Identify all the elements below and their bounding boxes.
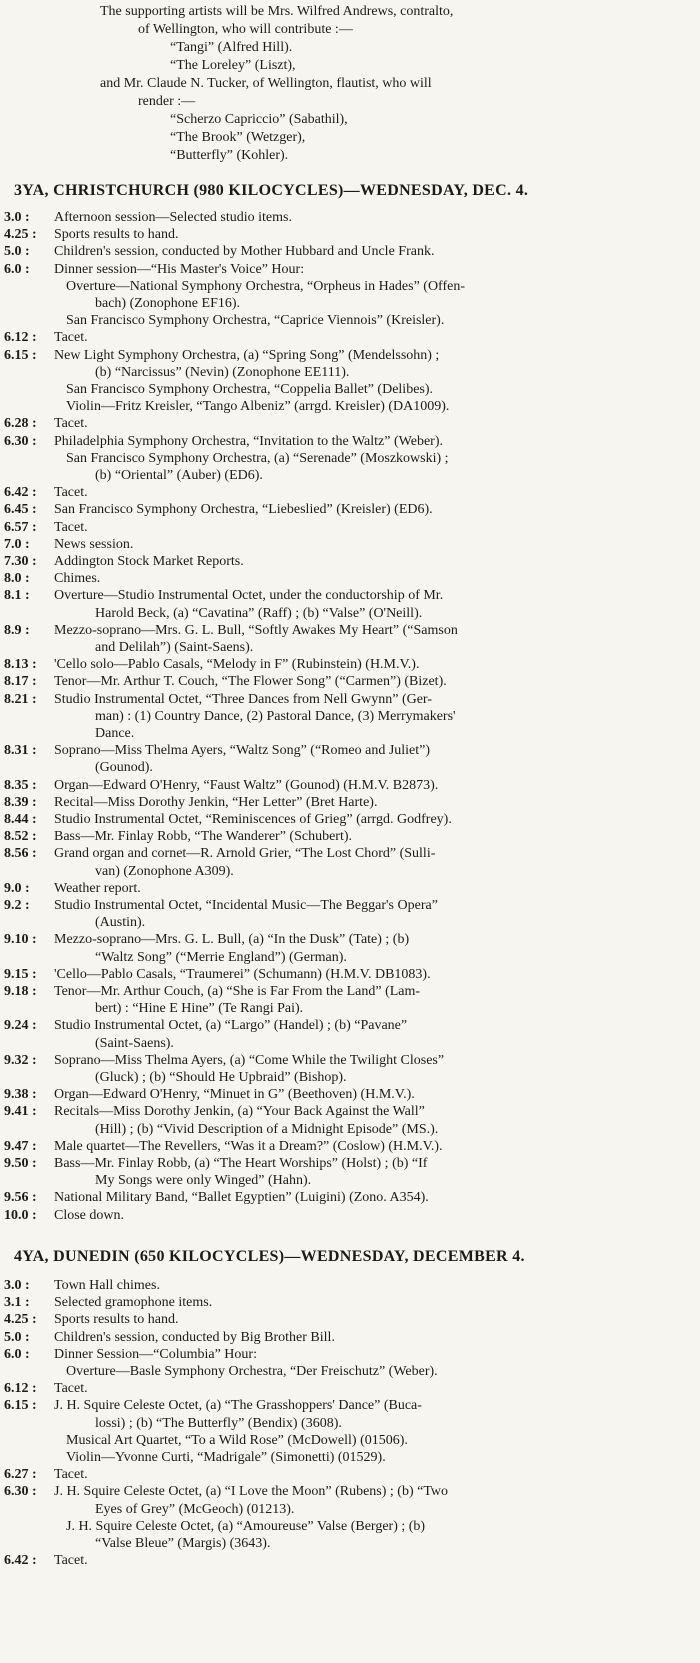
schedule-text: (Hill) ; (b) “Vivid Description of a Midnight Episode” (MS.). xyxy=(95,1121,439,1137)
schedule-text: Overture—National Symphony Orchestra, “Orpheus in Hades” (Offen- xyxy=(66,278,466,294)
schedule-text: Recital—Miss Dorothy Jenkin, “Her Letter” (Bret Harte). xyxy=(54,794,378,810)
schedule-time: 6.45 : xyxy=(4,502,37,518)
schedule-text: News session. xyxy=(54,536,134,552)
schedule-text: Recitals—Miss Dorothy Jenkin, (a) “Your Back Against the Wall” xyxy=(54,1104,425,1120)
schedule-time: 9.32 : xyxy=(4,1052,37,1068)
schedule-time: 4.25 : xyxy=(4,1312,37,1328)
schedule-time: 6.0 : xyxy=(4,1346,30,1362)
schedule-row xyxy=(0,795,700,812)
schedule-text: J. H. Squire Celeste Octet, (a) “Amoureuse” Valse (Berger) ; (b) xyxy=(66,1518,426,1534)
schedule-text: Studio Instrumental Octet, “Incidental Music—The Beggar's Opera” xyxy=(54,898,438,913)
schedule-text: Overture—Studio Instrumental Octet, under the conductorship of Mr. xyxy=(54,588,444,604)
schedule-text: Bass—Mr. Finlay Robb, “The Wanderer” (Schubert). xyxy=(54,829,352,845)
schedule-row xyxy=(0,1450,700,1467)
schedule-row xyxy=(0,1433,700,1450)
schedule-text: “Valse Bleue” (Margis) (3643). xyxy=(95,1536,271,1551)
schedule-row xyxy=(0,1295,700,1312)
schedule-time: 6.42 : xyxy=(4,1553,37,1569)
schedule-text: Tacet. xyxy=(54,1553,88,1569)
schedule-text: San Francisco Symphony Orchestra, “Coppelia Ballet” (Delibes). xyxy=(66,382,434,397)
schedule-row xyxy=(0,1467,700,1484)
station-heading-4ya: 4YA, DUNEDIN (650 KILOCYCLES)—WEDNESDAY, DECEMBER 4. xyxy=(14,1248,525,1265)
schedule-row xyxy=(0,1001,700,1018)
schedule-row xyxy=(0,520,700,537)
schedule-time: 6.30 : xyxy=(4,433,37,449)
schedule-text: Tenor—Mr. Arthur Couch, (a) “She is Far From the Land” (Lam- xyxy=(54,984,421,999)
schedule-row xyxy=(0,296,700,313)
schedule-time: 6.27 : xyxy=(4,1467,37,1483)
schedule-row xyxy=(0,588,700,605)
schedule-row xyxy=(0,451,700,468)
schedule-row xyxy=(0,898,700,915)
schedule-time: 6.12 : xyxy=(4,330,37,346)
schedule-text: Town Hall chimes. xyxy=(54,1278,160,1293)
schedule-time: 9.50 : xyxy=(4,1156,37,1171)
schedule-row xyxy=(0,881,700,898)
schedule-text: Eyes of Grey” (McGeoch) (01213). xyxy=(95,1501,295,1517)
schedule-text: Grand organ and cornet—R. Arnold Grier, “The Lost Chord” (Sulli- xyxy=(54,846,436,862)
intro-line: “Butterfly” (Kohler). xyxy=(170,148,289,163)
schedule-text: Violin—Yvonne Curti, “Madrigale” (Simonetti) (01529). xyxy=(66,1450,386,1465)
schedule-row xyxy=(0,657,700,674)
schedule-row xyxy=(0,692,700,709)
schedule-row xyxy=(0,1347,700,1364)
schedule-time: 8.0 : xyxy=(4,571,30,587)
schedule-text: Tacet. xyxy=(54,519,88,535)
schedule-row xyxy=(0,726,700,743)
schedule-time: 9.47 : xyxy=(4,1138,37,1154)
schedule-text: San Francisco Symphony Orchestra, “Liebeslied” (Kreisler) (ED6). xyxy=(54,502,433,518)
schedule-time: 7.30 : xyxy=(4,554,37,569)
schedule-time: 6.12 : xyxy=(4,1381,37,1397)
schedule-row xyxy=(0,382,700,399)
schedule-time: 8.21 : xyxy=(4,691,37,707)
schedule-time: 6.0 : xyxy=(4,261,30,277)
schedule-time: 8.9 : xyxy=(4,622,30,638)
schedule-text: Tacet. xyxy=(54,1467,88,1483)
schedule-text: Studio Instrumental Octet, “Three Dances from Nell Gwynn” (Ger- xyxy=(54,691,432,707)
schedule-text: Musical Art Quartet, “To a Wild Rose” (McDowell) (01506). xyxy=(66,1432,408,1448)
schedule-time: 6.15 : xyxy=(4,347,37,363)
schedule-time: 8.52 : xyxy=(4,829,37,845)
schedule-row xyxy=(0,1190,700,1207)
schedule-text: Tacet. xyxy=(54,416,88,432)
schedule-row xyxy=(0,1330,700,1347)
schedule-time: 9.24 : xyxy=(4,1018,37,1034)
schedule-time: 3.0 : xyxy=(4,1278,30,1293)
schedule-time: 9.56 : xyxy=(4,1190,37,1206)
schedule-text: J. H. Squire Celeste Octet, (a) “The Grasshoppers' Dance” (Buca- xyxy=(54,1398,422,1414)
intro-line: “Tangi” (Alfred Hill). xyxy=(170,40,293,55)
schedule-time: 6.28 : xyxy=(4,416,37,432)
schedule-time: 8.17 : xyxy=(4,674,37,690)
schedule-text: (Gounod). xyxy=(95,760,153,776)
schedule-text: My Songs were only Winged” (Hahn). xyxy=(95,1173,312,1189)
schedule-text: and Delilah”) (Saint-Saens). xyxy=(95,640,254,655)
schedule-text: Selected gramophone items. xyxy=(54,1295,213,1311)
schedule-text: (Gluck) ; (b) “Should He Upbraid” (Bishop). xyxy=(95,1070,347,1085)
schedule-time: 6.57 : xyxy=(4,519,37,535)
schedule-text: Organ—Edward O'Henry, “Faust Waltz” (Gounod) (H.M.V. B2873). xyxy=(54,777,439,793)
schedule-row xyxy=(0,571,700,588)
schedule-row xyxy=(0,829,700,846)
schedule-row xyxy=(0,1416,700,1433)
schedule-time: 9.38 : xyxy=(4,1087,37,1103)
schedule-time: 9.0 : xyxy=(4,880,30,896)
schedule-text: Tacet. xyxy=(54,1381,88,1397)
schedule-row xyxy=(0,1122,700,1139)
schedule-text: New Light Symphony Orchestra, (a) “Spring Song” (Mendelssohn) ; xyxy=(54,347,440,363)
schedule-text: lossi) ; (b) “The Butterfly” (Bendix) (3608). xyxy=(95,1415,342,1431)
schedule-row xyxy=(0,778,700,795)
schedule-text: Children's session, conducted by Big Brother Bill. xyxy=(54,1329,335,1345)
schedule-time: 8.56 : xyxy=(4,846,37,862)
schedule-text: (Austin). xyxy=(95,915,146,931)
schedule-text: Violin—Fritz Kreisler, “Tango Albeniz” (arrgd. Kreisler) (DA1009). xyxy=(66,399,450,415)
schedule-text: Tacet. xyxy=(54,485,88,501)
schedule-text: “Waltz Song” (“Merrie England”) (German). xyxy=(95,949,347,965)
schedule-text: Mezzo-soprano—Mrs. G. L. Bull, (a) “In the Dusk” (Tate) ; (b) xyxy=(54,932,410,948)
schedule-time: 6.15 : xyxy=(4,1398,37,1414)
schedule-text: Tenor—Mr. Arthur T. Couch, “The Flower Song” (“Carmen”) (Bizet). xyxy=(54,674,447,690)
schedule-text: Mezzo-soprano—Mrs. G. L. Bull, “Softly Awakes My Heart” (“Samson xyxy=(54,622,458,638)
schedule-row xyxy=(0,1139,700,1156)
schedule-time: 10.0 : xyxy=(4,1207,37,1223)
schedule-row xyxy=(0,674,700,691)
schedule-row xyxy=(0,330,700,347)
schedule-row xyxy=(0,606,700,623)
intro-line: “The Brook” (Wetzger), xyxy=(170,130,306,145)
schedule-row xyxy=(0,468,700,485)
schedule-text: Children's session, conducted by Mother Hubbard and Uncle Frank. xyxy=(54,244,435,260)
schedule-text: (b) “Narcissus” (Nevin) (Zonophone EE111). xyxy=(95,364,350,380)
schedule-time: 8.35 : xyxy=(4,777,37,793)
schedule-row xyxy=(0,262,700,279)
schedule-row xyxy=(0,1156,700,1173)
schedule-row xyxy=(0,244,700,261)
schedule-row xyxy=(0,365,700,382)
schedule-time: 7.0 : xyxy=(4,536,30,552)
schedule-row xyxy=(0,416,700,433)
schedule-row xyxy=(0,743,700,760)
schedule-row xyxy=(0,1398,700,1415)
schedule-text: (b) “Oriental” (Auber) (ED6). xyxy=(95,468,263,483)
station-heading-3ya: 3YA, CHRISTCHURCH (980 KILOCYCLES)—WEDNESDAY, DEC. 4. xyxy=(14,182,529,199)
schedule-row xyxy=(0,640,700,657)
schedule-text: San Francisco Symphony Orchestra, “Caprice Viennois” (Kreisler). xyxy=(66,313,445,329)
schedule-text: Harold Beck, (a) “Cavatina” (Raff) ; (b) “Valse” (O'Neill). xyxy=(95,605,423,621)
schedule-row xyxy=(0,623,700,640)
schedule-time: 8.1 : xyxy=(4,588,30,604)
intro-line: “Scherzo Capriccio” (Sabathil), xyxy=(170,112,348,127)
schedule-text: Sports results to hand. xyxy=(54,227,179,243)
schedule-text: van) (Zonophone A309). xyxy=(95,863,234,879)
schedule-row xyxy=(0,1208,700,1225)
schedule-text: Male quartet—The Revellers, “Was it a Dream?” (Coslow) (H.M.V.). xyxy=(54,1138,443,1154)
schedule-text: 'Cello—Pablo Casals, “Traumerei” (Schumann) (H.M.V. DB1083). xyxy=(54,966,431,982)
schedule-text: National Military Band, “Ballet Egyptien” (Luigini) (Zono. A354). xyxy=(54,1190,429,1206)
schedule-text: Chimes. xyxy=(54,571,101,587)
schedule-row xyxy=(0,950,700,967)
schedule-text: bert) : “Hine E Hine” (Te Rangi Pai). xyxy=(95,1001,304,1017)
schedule-text: Dinner Session—“Columbia” Hour: xyxy=(54,1346,257,1362)
schedule-row xyxy=(0,1519,700,1536)
schedule-row xyxy=(0,1053,700,1070)
schedule-row xyxy=(0,812,700,829)
schedule-row xyxy=(0,846,700,863)
schedule-row xyxy=(0,1536,700,1553)
schedule-row xyxy=(0,1553,700,1570)
schedule-row xyxy=(0,348,700,365)
schedule-row xyxy=(0,1036,700,1053)
schedule-time: 5.0 : xyxy=(4,244,30,260)
schedule-row xyxy=(0,967,700,984)
schedule-row xyxy=(0,864,700,881)
schedule-row xyxy=(0,1364,700,1381)
schedule-time: 6.30 : xyxy=(4,1484,37,1500)
schedule-text: Close down. xyxy=(54,1207,124,1223)
schedule-text: Dinner session—“His Master's Voice” Hour: xyxy=(54,261,305,277)
schedule-time: 5.0 : xyxy=(4,1329,30,1345)
schedule-row xyxy=(0,760,700,777)
schedule-row xyxy=(0,1312,700,1329)
schedule-text: Studio Instrumental Octet, “Reminiscences of Grieg” (arrgd. Godfrey). xyxy=(54,812,452,827)
schedule-text: Addington Stock Market Reports. xyxy=(54,554,244,569)
schedule-text: 'Cello solo—Pablo Casals, “Melody in F” (Rubinstein) (H.M.V.). xyxy=(54,657,420,673)
schedule-row xyxy=(0,1018,700,1035)
schedule-text: Overture—Basle Symphony Orchestra, “Der Freischutz” (Weber). xyxy=(66,1364,438,1379)
schedule-row xyxy=(0,932,700,949)
schedule-text: bach) (Zonophone EF16). xyxy=(95,296,241,311)
schedule-time: 6.42 : xyxy=(4,485,37,501)
schedule-row xyxy=(0,502,700,519)
schedule-row xyxy=(0,313,700,330)
schedule-row xyxy=(0,1502,700,1519)
schedule-row xyxy=(0,984,700,1001)
schedule-row xyxy=(0,210,700,227)
schedule-time: 8.13 : xyxy=(4,657,37,673)
schedule-row xyxy=(0,1173,700,1190)
schedule-time: 8.39 : xyxy=(4,794,37,810)
intro-line: render :— xyxy=(138,94,196,109)
schedule-row xyxy=(0,279,700,296)
schedule-row xyxy=(0,1104,700,1121)
intro-line: and Mr. Claude N. Tucker, of Wellington, flautist, who will xyxy=(100,76,432,91)
schedule-text: Soprano—Miss Thelma Ayers, “Waltz Song” (“Romeo and Juliet”) xyxy=(54,743,431,759)
schedule-row xyxy=(0,485,700,502)
schedule-row xyxy=(0,537,700,554)
schedule-time: 4.25 : xyxy=(4,227,37,243)
schedule-time: 3.1 : xyxy=(4,1295,30,1311)
schedule-text: Weather report. xyxy=(54,880,141,896)
schedule-row xyxy=(0,709,700,726)
schedule-row xyxy=(0,399,700,416)
schedule-text: Soprano—Miss Thelma Ayers, (a) “Come While the Twilight Closes” xyxy=(54,1052,445,1068)
schedule-row xyxy=(0,554,700,571)
schedule-time: 8.31 : xyxy=(4,743,37,759)
schedule-text: Tacet. xyxy=(54,330,88,346)
schedule-row xyxy=(0,1484,700,1501)
schedule-text: Organ—Edward O'Henry, “Minuet in G” (Beethoven) (H.M.V.). xyxy=(54,1087,415,1103)
schedule-row xyxy=(0,1070,700,1087)
schedule-time: 9.15 : xyxy=(4,966,37,982)
schedule-text: Bass—Mr. Finlay Robb, (a) “The Heart Worships” (Holst) ; (b) “If xyxy=(54,1156,428,1171)
intro-line: The supporting artists will be Mrs. Wilfred Andrews, contralto, xyxy=(100,4,454,19)
schedule-text: Dance. xyxy=(95,726,135,741)
schedule-row xyxy=(0,1278,700,1295)
schedule-row xyxy=(0,227,700,244)
intro-line: of Wellington, who will contribute :— xyxy=(138,22,353,37)
schedule-text: San Francisco Symphony Orchestra, (a) “Serenade” (Moszkowski) ; xyxy=(66,450,449,466)
schedule-time: 9.41 : xyxy=(4,1104,37,1120)
schedule-time: 9.2 : xyxy=(4,898,30,913)
schedule-text: J. H. Squire Celeste Octet, (a) “I Love the Moon” (Rubens) ; (b) “Two xyxy=(54,1484,449,1500)
schedule-time: 9.10 : xyxy=(4,932,37,948)
schedule-text: (Saint-Saens). xyxy=(95,1035,174,1051)
schedule-text: Philadelphia Symphony Orchestra, “Invitation to the Waltz” (Weber). xyxy=(54,433,443,449)
schedule-row xyxy=(0,434,700,451)
schedule-time: 3.0 : xyxy=(4,210,30,225)
schedule-row xyxy=(0,1087,700,1104)
schedule-text: Studio Instrumental Octet, (a) “Largo” (Handel) ; (b) “Pavane” xyxy=(54,1018,408,1034)
schedule-time: 8.44 : xyxy=(4,812,37,827)
schedule-row xyxy=(0,915,700,932)
intro-line: “The Loreley” (Liszt), xyxy=(170,58,296,73)
schedule-time: 9.18 : xyxy=(4,984,37,999)
schedule-text: Sports results to hand. xyxy=(54,1312,179,1328)
schedule-text: man) : (1) Country Dance, (2) Pastoral Dance, (3) Merrymakers' xyxy=(95,708,456,724)
schedule-text: Afternoon session—Selected studio items. xyxy=(54,210,292,225)
schedule-row xyxy=(0,1381,700,1398)
